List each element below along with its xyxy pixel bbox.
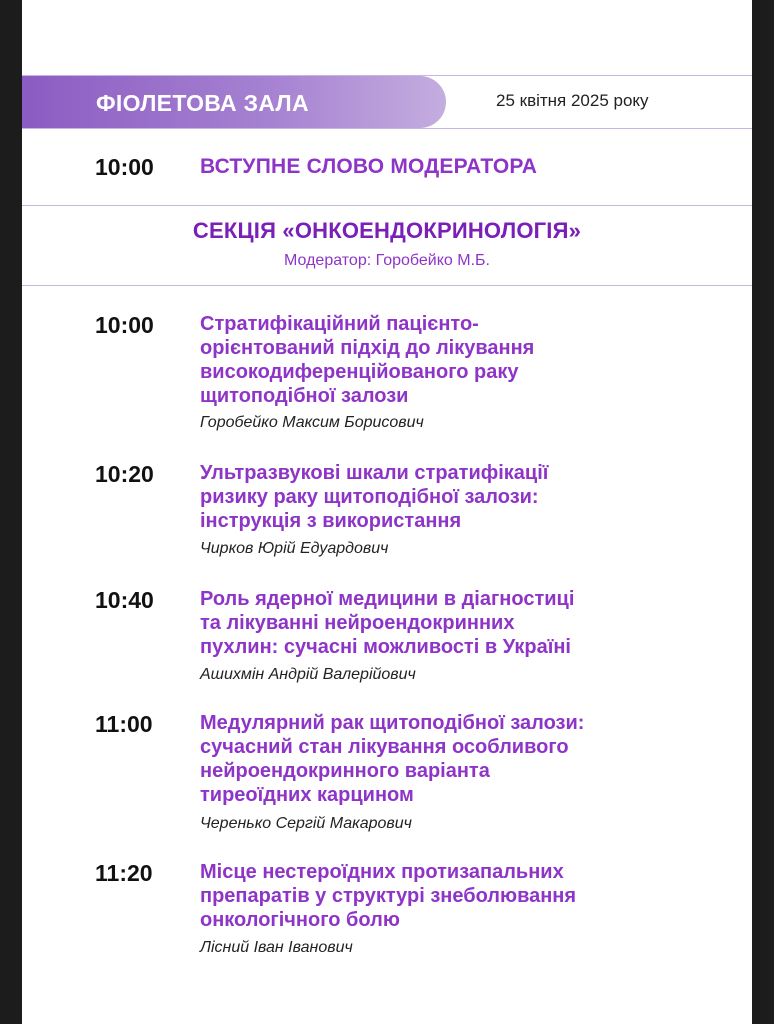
hall-name-banner bbox=[22, 76, 446, 128]
talk-title-line: орієнтований підхід до лікування bbox=[200, 337, 535, 359]
intro-title: ВСТУПНЕ СЛОВО МОДЕРАТОРА bbox=[200, 155, 538, 178]
talk-title bbox=[200, 860, 700, 932]
talk-time: 10:40 bbox=[95, 587, 154, 613]
talk-time: 10:20 bbox=[95, 461, 154, 487]
talk-speaker: Ашихмін Андрій Валерійович bbox=[200, 666, 416, 683]
talk-speaker: Горобейко Максим Борисович bbox=[200, 414, 424, 431]
talk-title-line: Роль ядерної медицини в діагностиці bbox=[200, 588, 575, 610]
hall-name: ФІОЛЕТОВА ЗАЛА bbox=[96, 90, 309, 116]
talk-speaker: Лісний Іван Іванович bbox=[200, 939, 353, 956]
talk-title-line: Стратифікаційний пацієнто- bbox=[200, 313, 479, 335]
talk-title bbox=[200, 461, 700, 533]
intro-row bbox=[22, 130, 752, 206]
talk-speaker: Чирков Юрій Едуардович bbox=[200, 540, 389, 557]
talk-time: 10:00 bbox=[95, 312, 154, 338]
talk-time: 11:20 bbox=[95, 860, 153, 886]
talk-title-line: препаратів у структурі знеболювання bbox=[200, 885, 577, 907]
intro-time: 10:00 bbox=[95, 154, 154, 180]
talk-title-line: нейроендокринного варіанта bbox=[200, 760, 490, 782]
talk-speaker: Черенько Сергій Макарович bbox=[200, 815, 412, 832]
section-header bbox=[22, 206, 752, 286]
hall-header bbox=[22, 75, 752, 129]
talk-title bbox=[200, 587, 700, 659]
talk-title-line: високодиференційованого раку bbox=[200, 361, 519, 383]
event-date: 25 квітня 2025 року bbox=[496, 91, 649, 110]
talk-title-line: онкологічного болю bbox=[200, 909, 400, 931]
talk-title-line: сучасний стан лікування особливого bbox=[200, 736, 569, 758]
talk-title-line: Ультразвукові шкали стратифікації bbox=[200, 462, 549, 484]
program-page bbox=[22, 0, 752, 1024]
talk-title-line: інструкція з використання bbox=[200, 510, 462, 532]
talk-title-line: щитоподібної залози bbox=[200, 385, 409, 407]
talk-title-line: ризику раку щитоподібної залози: bbox=[200, 486, 539, 508]
talk-time: 11:00 bbox=[95, 711, 153, 737]
talk-title-line: Місце нестероїдних протизапальних bbox=[200, 861, 564, 883]
talk-title-line: Медулярний рак щитоподібної залози: bbox=[200, 712, 585, 734]
talk-title-line: тиреоїдних карцином bbox=[200, 784, 414, 806]
talk-title bbox=[200, 312, 700, 408]
section-title: СЕКЦІЯ «ОНКОЕНДОКРИНОЛОГІЯ» bbox=[192, 218, 582, 243]
talk-title bbox=[200, 711, 700, 807]
talk-title-line: та лікуванні нейроендокринних bbox=[200, 612, 515, 634]
talk-title-line: пухлин: сучасні можливості в Україні bbox=[200, 636, 571, 658]
section-moderator: Модератор: Горобейко М.Б. bbox=[284, 252, 490, 269]
